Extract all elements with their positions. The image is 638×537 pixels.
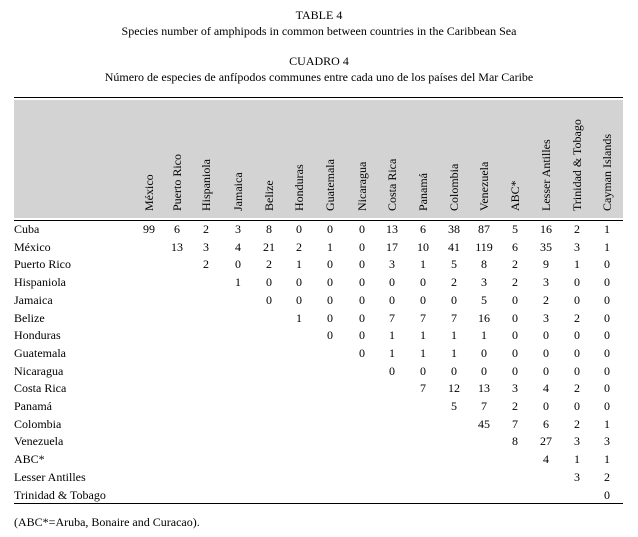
column-header-label: Puerto Rico [170,154,184,211]
table-cell: 35 [540,239,552,254]
column-header-label: Lesser Antilles [539,139,553,211]
column-header-label: Panamá [416,173,430,211]
table-cell: 2 [604,469,610,484]
table-cell: 3 [389,257,395,272]
table-cell: 0 [296,222,302,236]
column-header [540,99,556,211]
table-cell: 0 [604,257,610,272]
table-cell: 0 [481,345,487,360]
table-cell: 0 [389,275,395,290]
table-cell: 0 [235,257,241,272]
row-label: Honduras [14,328,61,343]
table-cell: 0 [512,328,518,343]
column-header-label: México [142,174,156,211]
table-cell: 10 [417,239,429,254]
table-cell: 1 [389,328,395,343]
table-cell: 0 [327,275,333,290]
table-cell: 13 [478,381,490,396]
table-cell: 99 [143,222,155,236]
table-cell: 0 [574,292,580,307]
table-cell: 0 [359,239,365,254]
table-row [14,257,623,274]
row-label: Nicaragua [14,363,64,378]
table-cell: 0 [574,399,580,413]
table-row [14,222,623,239]
table-cell: 1 [327,239,333,254]
table-cell: 8 [266,222,272,236]
table-cell: 9 [543,257,549,272]
table-cell: 38 [448,222,460,236]
table-cell: 0 [451,292,457,307]
column-header-label: Cayman Islands [600,134,614,211]
table-cell: 0 [604,292,610,307]
table-cell: 3 [604,434,610,449]
table-cell: 5 [481,292,487,307]
row-label: Cuba [14,222,40,236]
table-cell: 2 [574,310,580,325]
row-label: Venezuela [14,434,64,449]
table-cell: 0 [543,345,549,360]
table-cell: 0 [604,399,610,413]
table-cell: 0 [512,363,518,378]
column-header [200,99,216,211]
table-cell: 2 [512,257,518,272]
column-header-label: Hispaniola [199,159,213,211]
table-subtitle-es: Número de especies de anfípodos communes entre cada uno de los países del Mar Caribe [104,70,534,84]
table-cell: 0 [574,328,580,343]
table-cell: 0 [574,363,580,378]
table-row [14,488,623,505]
table-cell: 0 [481,363,487,378]
row-label: Guatemala [14,345,66,360]
row-label: Lesser Antilles [14,469,86,484]
table-cell: 0 [359,275,365,290]
table-cell: 7 [512,416,518,431]
table-row [14,399,623,416]
table-cell: 1 [574,257,580,272]
table-cell: 21 [263,239,275,254]
header-rule [14,220,623,221]
table-cell: 1 [574,452,580,467]
table-cell: 13 [171,239,183,254]
table-cell: 27 [540,434,552,449]
table-cell: 2 [512,399,518,413]
table-cell: 7 [420,381,426,396]
column-header-label: Nicaragua [355,161,369,211]
table-cell: 0 [451,363,457,378]
table-cell: 2 [574,381,580,396]
table-cell: 87 [478,222,490,236]
table-cell: 17 [386,239,398,254]
table-cell: 0 [359,257,365,272]
table-cell: 0 [512,310,518,325]
table-cell: 4 [543,452,549,467]
column-header [601,99,617,211]
table-cell: 0 [604,381,610,396]
column-header [448,99,464,211]
table-cell: 1 [420,345,426,360]
table-row [14,381,623,398]
table-cell: 16 [540,222,552,236]
table-cell: 0 [327,328,333,343]
table-cell: 0 [420,363,426,378]
column-header [263,99,279,211]
table-cell: 1 [604,239,610,254]
table-row [14,328,623,345]
table-cell: 1 [389,345,395,360]
column-header [232,99,248,211]
column-header-label: Trinidad & Tobago [570,119,584,211]
table-cell: 13 [386,222,398,236]
column-header [386,99,402,211]
column-header [143,99,159,211]
table-cell: 1 [481,328,487,343]
table-cell: 0 [266,292,272,307]
table-cell: 3 [574,469,580,484]
table-cell: 12 [448,381,460,396]
table-cell: 0 [327,222,333,236]
table-cell: 0 [389,292,395,307]
row-label: Costa Rica [14,381,67,396]
table-row [14,275,623,292]
table-cell: 0 [420,292,426,307]
table-cell: 7 [451,310,457,325]
table-row [14,452,623,469]
row-label: Belize [14,310,45,325]
table-cell: 1 [604,452,610,467]
table-cell: 1 [451,345,457,360]
column-header [293,99,309,211]
table-cell: 5 [451,257,457,272]
column-header [171,99,187,211]
table-cell: 0 [543,399,549,413]
table-cell: 0 [604,345,610,360]
table-cell: 1 [296,310,302,325]
table-cell: 4 [543,381,549,396]
table-cell: 0 [389,363,395,378]
table-cell: 7 [420,310,426,325]
table-subtitle-en: Species number of amphipods in common between countries in the Caribbean Sea [121,24,517,38]
table-cell: 119 [475,239,493,254]
table-cell: 0 [327,292,333,307]
table-cell: 0 [327,310,333,325]
table-row [14,364,623,381]
column-header-label: Belize [262,180,276,211]
table-row [14,293,623,310]
table-cell: 1 [451,328,457,343]
table-cell: 0 [359,292,365,307]
table-cell: 0 [296,275,302,290]
table-row [14,417,623,434]
table-row [14,346,623,363]
column-header [571,99,587,211]
table-cell: 1 [604,416,610,431]
table-title-en: TABLE 4 [295,8,343,22]
table-row [14,470,623,487]
table-cell: 3 [203,239,209,254]
table-cell: 0 [359,328,365,343]
table-cell: 0 [359,345,365,360]
table-row [14,311,623,328]
table-cell: 1 [420,328,426,343]
table-cell: 0 [420,275,426,290]
column-header [417,99,433,211]
table-cell: 0 [604,275,610,290]
table-cell: 0 [266,275,272,290]
column-header [356,99,372,211]
table-title-es: CUADRO 4 [289,54,349,68]
table-cell: 1 [235,275,241,290]
row-label: ABC* [14,452,45,467]
table-cell: 45 [478,416,490,431]
table-cell: 1 [296,257,302,272]
column-header-label: Jamaica [231,172,245,211]
table-cell: 6 [420,222,426,236]
table-cell: 7 [389,310,395,325]
row-label: Trinidad & Tobago [14,487,106,502]
table-cell: 0 [604,487,610,502]
row-label: México [14,239,51,254]
table-cell: 6 [174,222,180,236]
table-cell: 3 [235,222,241,236]
table-cell: 6 [543,416,549,431]
table-cell: 3 [574,434,580,449]
table-cell: 2 [574,222,580,236]
table-cell: 2 [296,239,302,254]
top-rule [14,97,623,98]
table-cell: 0 [604,310,610,325]
table-cell: 2 [451,275,457,290]
table-cell: 6 [512,239,518,254]
table-cell: 4 [235,239,241,254]
table-cell: 3 [481,275,487,290]
table-cell: 0 [604,363,610,378]
table-cell: 8 [512,434,518,449]
row-label: Jamaica [14,292,53,307]
table-cell: 0 [543,328,549,343]
table-row [14,240,623,257]
table-cell: 2 [574,416,580,431]
column-header-label: Guatemala [323,159,337,211]
table-cell: 16 [478,310,490,325]
table-footnote: (ABC*=Aruba, Bonaire and Curacao). [14,515,200,529]
row-label: Hispaniola [14,275,66,290]
table-cell: 0 [604,328,610,343]
table-cell: 0 [296,292,302,307]
table-cell: 0 [574,275,580,290]
table-cell: 1 [420,257,426,272]
row-label: Colombia [14,416,62,431]
table-cell: 8 [481,257,487,272]
table-cell: 3 [574,239,580,254]
column-header-label: Honduras [292,164,306,211]
column-header-label: Costa Rica [385,158,399,211]
table-cell: 2 [203,222,209,236]
table-cell: 2 [543,292,549,307]
table-cell: 0 [512,292,518,307]
table-cell: 2 [512,275,518,290]
bottom-rule [14,503,623,504]
column-header [478,99,494,211]
table-cell: 0 [327,257,333,272]
table-cell: 1 [604,222,610,236]
column-header-band [14,100,623,218]
table-cell: 3 [512,381,518,396]
column-header [509,99,525,211]
column-header-label: Colombia [447,163,461,211]
table-cell: 2 [203,257,209,272]
table-cell: 0 [512,345,518,360]
table-cell: 2 [266,257,272,272]
column-header-label: ABC* [508,180,522,211]
table-cell: 41 [448,239,460,254]
table-cell: 0 [359,310,365,325]
table-cell: 0 [359,222,365,236]
column-header [324,99,340,211]
table-cell: 5 [451,399,457,413]
table-cell: 7 [481,399,487,413]
column-header-label: Venezuela [477,161,491,211]
row-label: Panamá [14,399,52,413]
table-row [14,434,623,451]
table-cell: 3 [543,275,549,290]
table-cell: 0 [574,345,580,360]
row-label: Puerto Rico [14,257,71,272]
table-cell: 3 [543,310,549,325]
table-cell: 5 [512,222,518,236]
table-cell: 0 [543,363,549,378]
